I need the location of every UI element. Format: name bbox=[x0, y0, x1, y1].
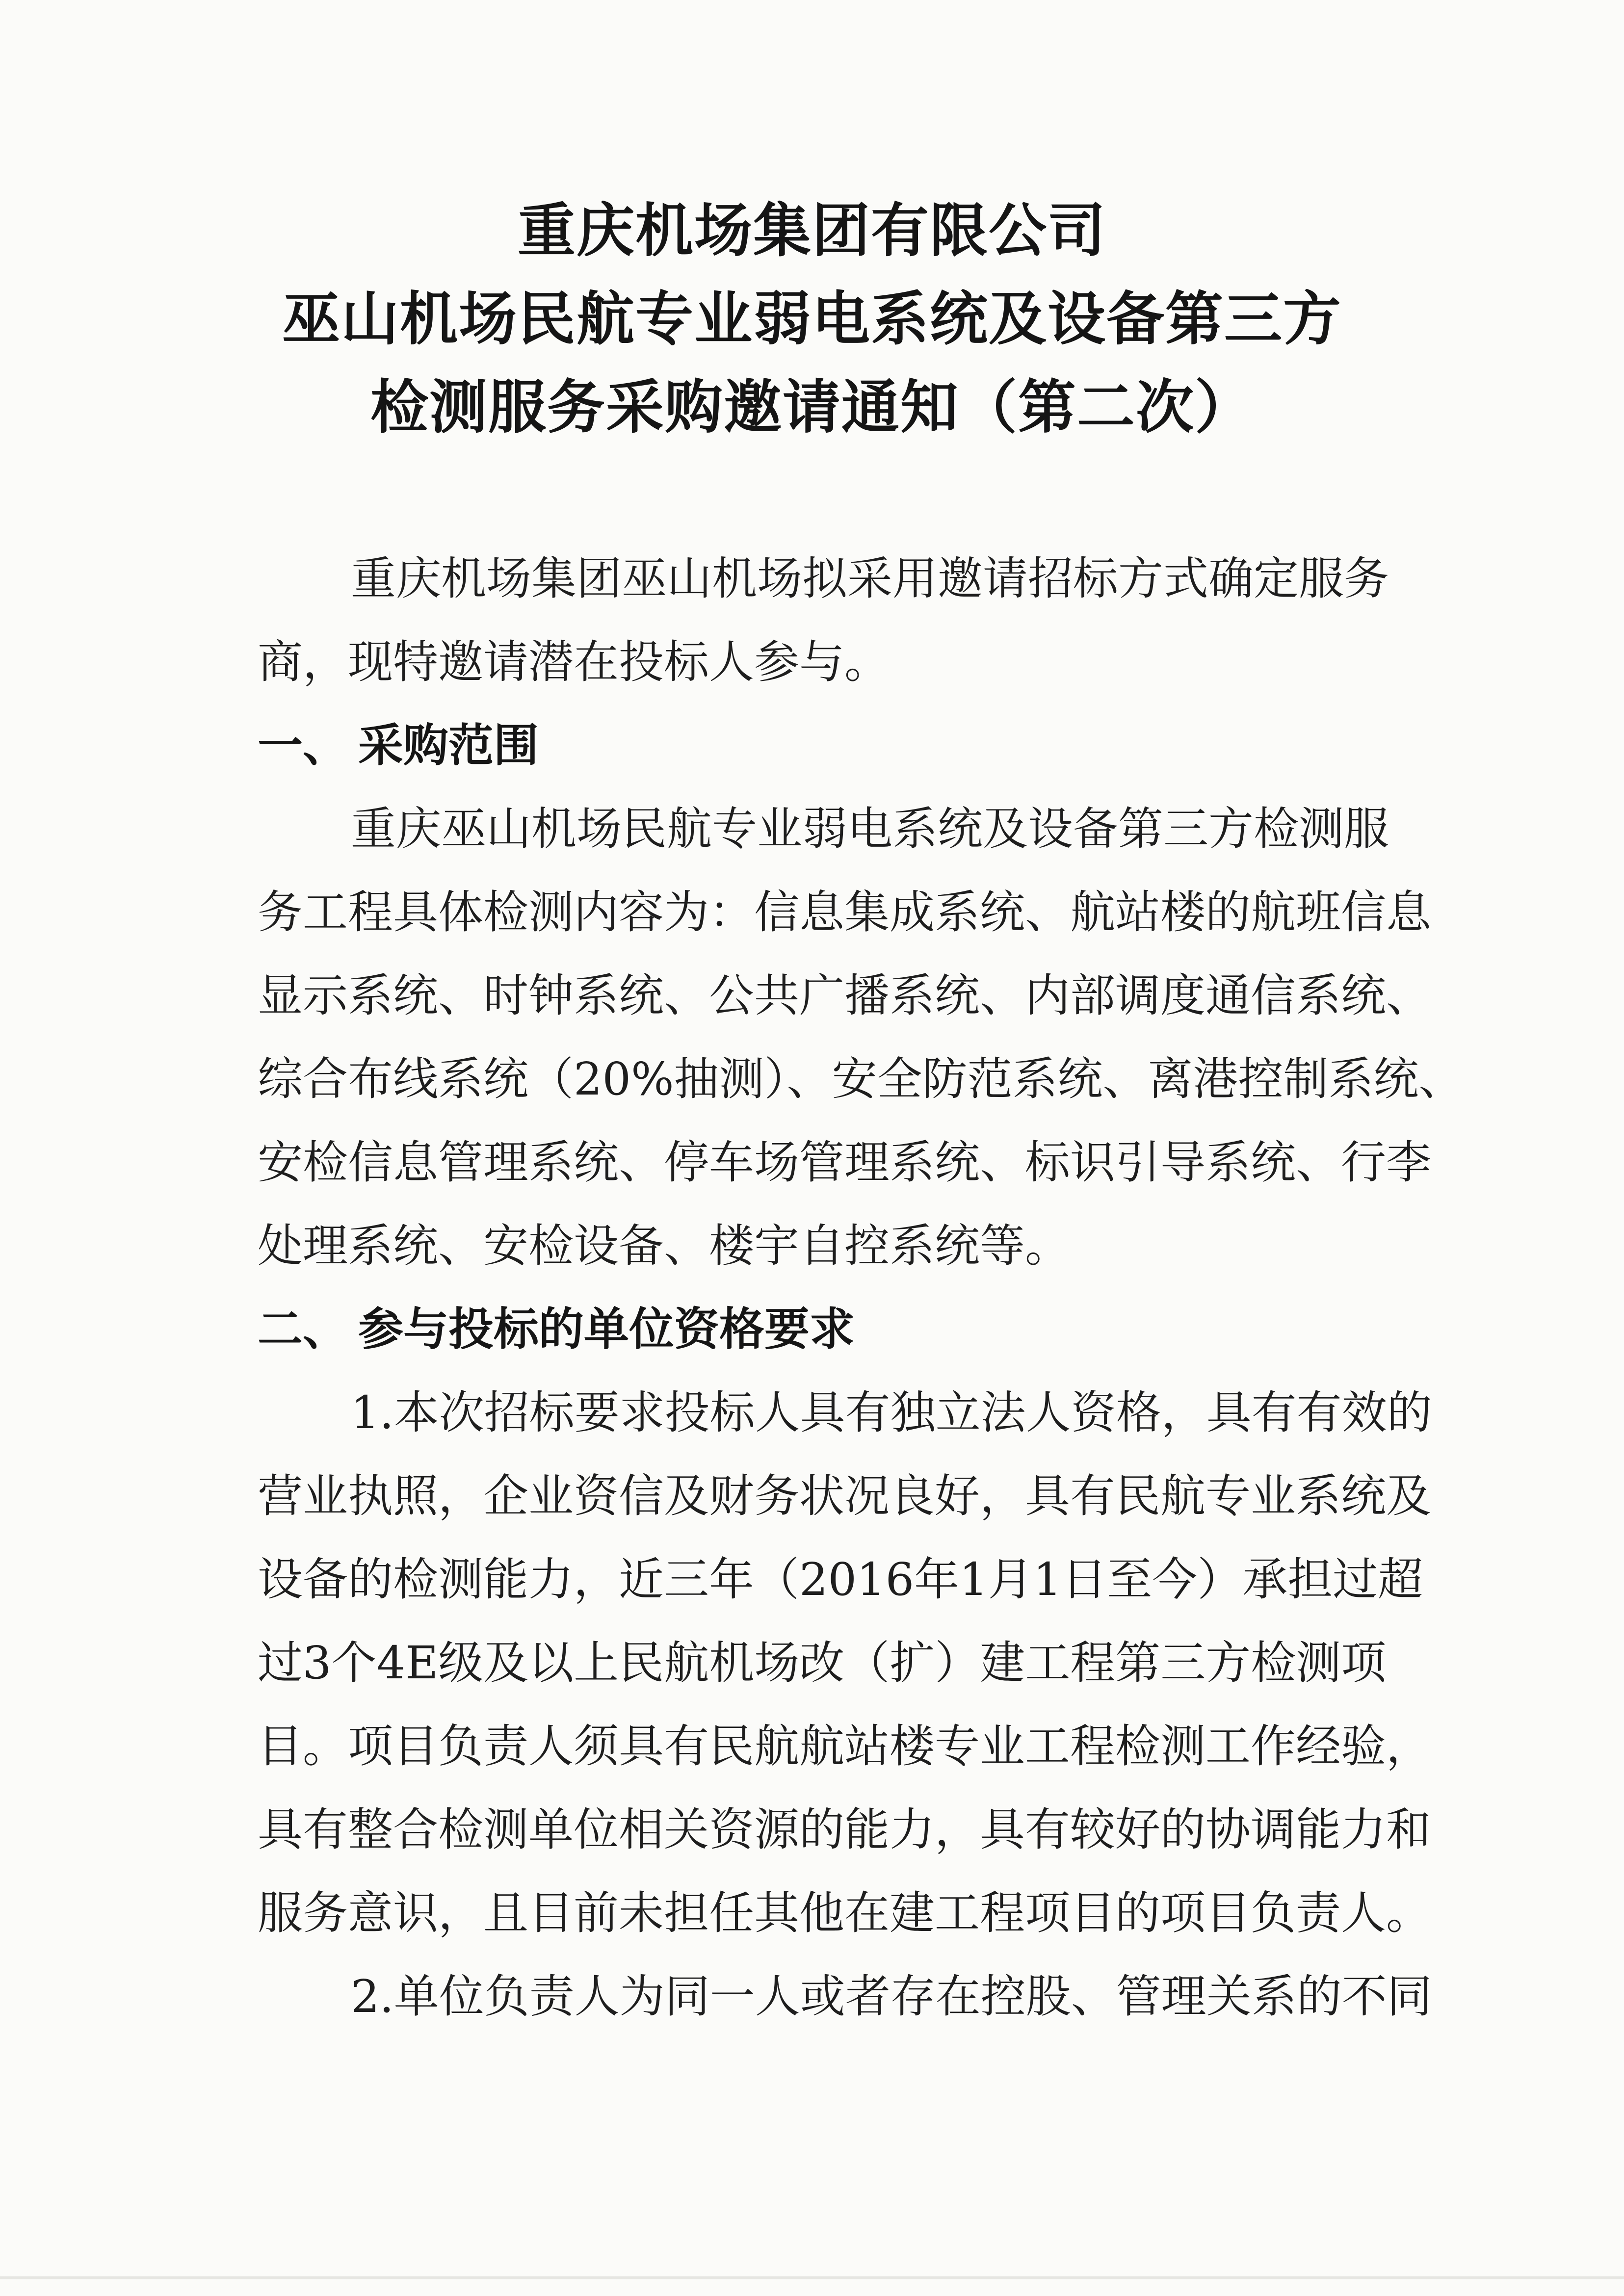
section-2-item-1-line: 具有整合检测单位相关资源的能力，具有较好的协调能力和 bbox=[258, 1803, 1432, 1856]
section-2-item-1-line: 设备的检测能力，近三年（2016年1月1日至今）承担过超 bbox=[258, 1553, 1423, 1606]
section-2-item-1-line: 目。项目负责人须具有民航航站楼专业工程检测工作经验， bbox=[258, 1720, 1432, 1773]
section-1-heading bbox=[258, 716, 539, 775]
section-2-heading-text: 参与投标的单位资格要求 bbox=[358, 1303, 855, 1356]
section-2-item-1-line: 服务意识，且目前未担任其他在建工程项目的项目负责人。 bbox=[258, 1887, 1432, 1939]
section-2-item-1-line: 1.本次招标要求投标人具有独立法人资格，具有有效的 bbox=[351, 1386, 1432, 1439]
section-2-heading bbox=[258, 1300, 855, 1359]
section-1-number: 一、 bbox=[258, 719, 348, 772]
section-1-heading-text: 采购范围 bbox=[358, 719, 539, 772]
document-title-line-2: 巫山机场民航专业弱电系统及设备第三方 bbox=[282, 285, 1342, 353]
document-title-line-1: 重庆机场集团有限公司 bbox=[517, 197, 1106, 264]
section-2-item-1-line: 过3个4E级及以上民航机场改（扩）建工程第三方检测项 bbox=[258, 1637, 1387, 1689]
section-1-line: 处理系统、安检设备、楼宇自控系统等。 bbox=[258, 1220, 1071, 1272]
section-2-number: 二、 bbox=[258, 1303, 348, 1356]
intro-line: 商，现特邀请潜在投标人参与。 bbox=[258, 636, 890, 688]
section-2-item-2-line: 2.单位负责人为同一人或者存在控股、管理关系的不同 bbox=[351, 1970, 1432, 2023]
intro-line: 重庆机场集团巫山机场拟采用邀请招标方式确定服务 bbox=[351, 552, 1389, 605]
section-1-line: 重庆巫山机场民航专业弱电系统及设备第三方检测服 bbox=[351, 803, 1389, 855]
section-1-line: 综合布线系统（20%抽测）、安全防范系统、离港控制系统、 bbox=[258, 1053, 1464, 1105]
section-1-line: 务工程具体检测内容为：信息集成系统、航站楼的航班信息 bbox=[258, 886, 1432, 939]
section-1-line: 安检信息管理系统、停车场管理系统、标识引导系统、行李 bbox=[258, 1136, 1432, 1189]
scan-bottom-edge bbox=[0, 2276, 1624, 2279]
section-2-item-1-line: 营业执照，企业资信及财务状况良好，具有民航专业系统及 bbox=[258, 1470, 1432, 1522]
section-1-line: 显示系统、时钟系统、公共广播系统、内部调度通信系统、 bbox=[258, 969, 1432, 1022]
document-title-line-3: 检测服务采购邀请通知（第二次） bbox=[370, 373, 1254, 441]
